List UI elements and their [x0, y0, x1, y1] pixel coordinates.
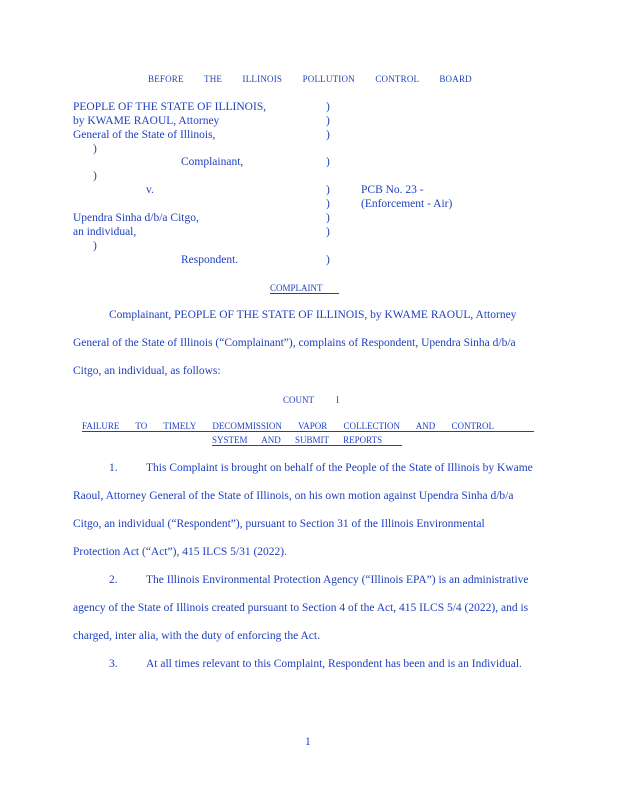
caption-paren: ) [326, 115, 330, 127]
case-type: (Enforcement - Air) [361, 198, 453, 210]
intro-line-1: Complainant, PEOPLE OF THE STATE OF ILLINOIS, by KWAME RAOUL, Attorney [109, 309, 517, 321]
caption-versus: v. [146, 184, 154, 196]
paragraph-2-line-3: charged, inter alia, with the duty of enforcing the Act. [73, 630, 320, 642]
count-subheading-2: SYSTEM AND SUBMIT REPORTS [212, 435, 402, 446]
caption-paren: ) [326, 101, 330, 113]
caption-paren: ) [326, 212, 330, 224]
paragraph-2-line-1: The Illinois Environmental Protection Agency (“Illinois EPA”) is an administrative [146, 574, 529, 586]
complaint-title: COMPLAINT [270, 283, 339, 294]
caption-paren: ) [326, 226, 330, 238]
paragraph-2-line-2: agency of the State of Illinois created pursuant to Section 4 of the Act, 415 ILCS 5/4 (2022), and is [73, 602, 529, 614]
caption-paren: ) [326, 254, 330, 266]
paragraph-1-line-3: Citgo, an individual (“Respondent”), pursuant to Section 31 of the Illinois Environmental [73, 518, 485, 530]
case-number: PCB No. 23 - [361, 184, 424, 196]
caption-line-2: by KWAME RAOUL, Attorney [73, 115, 220, 127]
caption-line-10: ) [93, 240, 97, 252]
intro-line-3: Citgo, an individual, as follows: [73, 365, 221, 377]
caption-complainant: Complainant, [181, 156, 244, 168]
paragraph-number: 1. [109, 462, 118, 474]
caption-respondent: Respondent. [181, 254, 239, 266]
caption-paren: ) [326, 129, 330, 141]
paragraph-number: 3. [109, 658, 118, 670]
caption-respondent-name: Upendra Sinha d/b/a Citgo, [73, 212, 199, 224]
caption-paren: ) [326, 198, 330, 210]
caption-paren: ) [326, 184, 330, 196]
paragraph-3-line-1: At all times relevant to this Complaint, Respondent has been and is an Individual. [146, 658, 522, 670]
paragraph-1-line-4: Protection Act (“Act”), 415 ILCS 5/31 (2022). [73, 546, 287, 558]
board-title: BEFORE THE ILLINOIS POLLUTION CONTROL BOARD [148, 74, 472, 84]
count-subheading-1: FAILURE TO TIMELY DECOMMISSION VAPOR COLLECTION AND CONTROL [82, 421, 534, 432]
paragraph-number: 2. [109, 574, 118, 586]
paragraph-1-line-1: This Complaint is brought on behalf of the People of the State of Illinois by Kwame [146, 462, 533, 474]
caption-line-3: General of the State of Illinois, [73, 129, 216, 141]
caption-line-6: ) [93, 170, 97, 182]
page-number: 1 [305, 736, 311, 748]
paragraph-1-line-2: Raoul, Attorney General of the State of Illinois, on his own motion against Upendra Sinha d/b/a [73, 490, 514, 502]
caption-line-1: PEOPLE OF THE STATE OF ILLINOIS, [73, 101, 267, 113]
caption-paren: ) [326, 156, 330, 168]
caption-line-4: ) [93, 143, 97, 155]
caption-respondent-type: an individual, [73, 226, 137, 238]
intro-line-2: General of the State of Illinois (“Complainant”), complains of Respondent, Upendra Sinha d/b/a [73, 337, 516, 349]
count-title: COUNT I [283, 395, 340, 405]
